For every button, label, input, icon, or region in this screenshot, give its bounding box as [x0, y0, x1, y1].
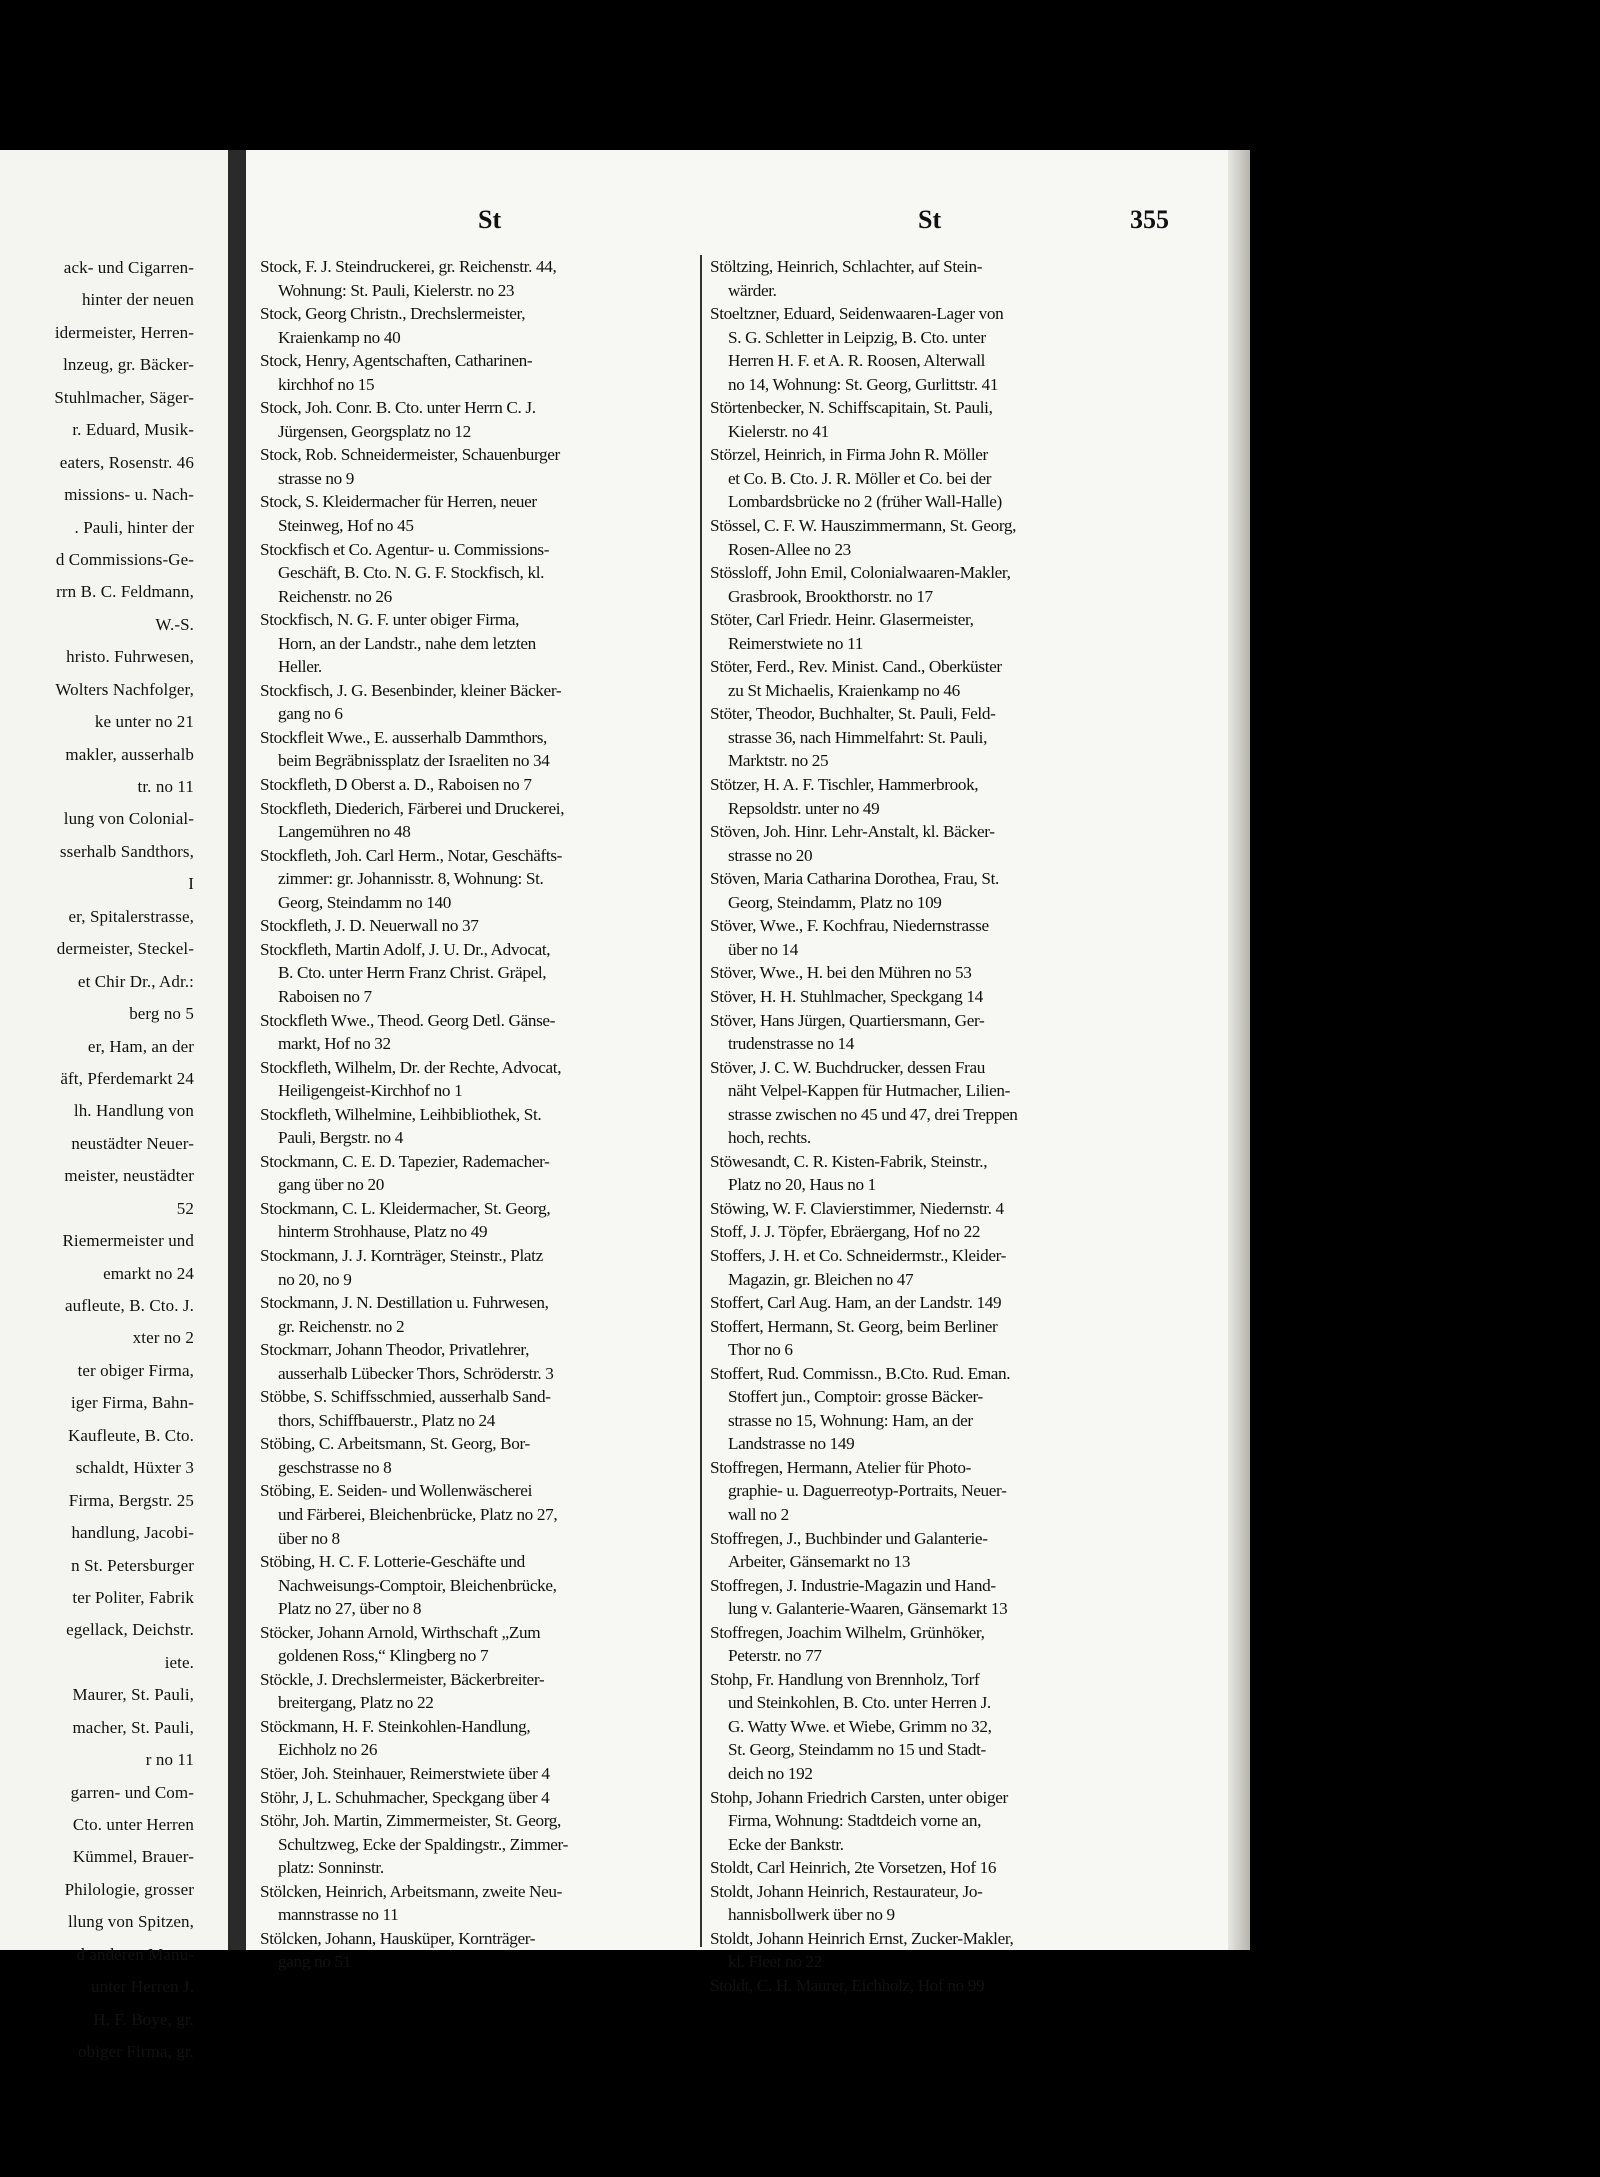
directory-entry-line: Stoffers, J. H. et Co. Schneidermstr., Kleider- [710, 1245, 1007, 1265]
left-page-line: Firma, Bergstr. 25 [68, 1490, 194, 1510]
left-page-line: schaldt, Hüxter 3 [75, 1458, 194, 1478]
directory-entry-line: Stölcken, Heinrich, Arbeitsmann, zweite Neu- [260, 1881, 562, 1901]
left-page-line: n St. Petersburger [71, 1555, 194, 1575]
left-page-line: iete. [164, 1652, 194, 1672]
directory-entry-line: Stoldt, C. H. Maurer, Eichholz, Hof no 99 [710, 1975, 985, 1995]
directory-entry-line: Stockfisch et Co. Agentur- u. Commissions- [260, 539, 550, 559]
left-page-line: Stuhlmacher, Säger- [54, 387, 194, 407]
directory-entry-line: Stoffregen, J., Buchbinder und Galanterie- [710, 1528, 988, 1548]
entry-continuation-line: wall no 2 [728, 1504, 789, 1524]
directory-entry-line: Stöltzing, Heinrich, Schlachter, auf Stein- [710, 257, 983, 276]
directory-entry-line: Stöter, Ferd., Rev. Minist. Cand., Oberküster [710, 657, 1002, 677]
directory-entry-line: Stöbing, H. C. F. Lotterie-Geschäfte und [260, 1552, 525, 1572]
entry-continuation-line: S. G. Schletter in Leipzig, B. Cto. unter [728, 327, 986, 347]
left-page-line: lnzeug, gr. Bäcker- [63, 355, 194, 375]
entry-continuation-line: Repsoldstr. unter no 49 [728, 798, 880, 818]
entry-continuation-line: Schultzweg, Ecke der Spaldingstr., Zimmer- [278, 1834, 568, 1854]
left-page-line: handlung, Jacobi- [71, 1523, 194, 1543]
entry-continuation-line: geschstrasse no 8 [278, 1457, 392, 1477]
directory-entry-line: Stock, Joh. Conr. B. Cto. unter Herrn C. J. [260, 398, 536, 418]
directory-entry-line: Stöhr, Joh. Martin, Zimmermeister, St. Georg, [260, 1811, 561, 1831]
directory-entry-line: Stöcker, Johann Arnold, Wirthschaft „Zum [260, 1622, 541, 1642]
entry-continuation-line: Kielerstr. no 41 [728, 421, 829, 441]
left-page-line: Kümmel, Brauer- [72, 1847, 194, 1867]
directory-entry-line: Stoffert, Carl Aug. Ham, an der Landstr. 149 [710, 1293, 1002, 1313]
left-page-line: llung von Spitzen, [68, 1912, 194, 1932]
directory-entry-line: Stöver, J. C. W. Buchdrucker, dessen Frau [710, 1057, 985, 1077]
entry-continuation-line: strasse no 15, Wohnung: Ham, an der [728, 1410, 973, 1430]
entry-continuation-line: gang no 6 [278, 704, 343, 724]
entry-continuation-line: no 20, no 9 [278, 1269, 352, 1289]
directory-entry-line: Stoldt, Carl Heinrich, 2te Vorsetzen, Hof 16 [710, 1858, 997, 1878]
entry-continuation-line: breitergang, Platz no 22 [278, 1693, 434, 1713]
left-page-line: garren- und Com- [70, 1782, 194, 1802]
entry-continuation-line: zu St Michaelis, Kraienkamp no 46 [728, 680, 960, 700]
left-page-line: ter Politer, Fabrik [72, 1587, 194, 1607]
left-page-line: r. Eduard, Musik- [72, 420, 194, 440]
left-page-fragment [0, 150, 231, 2062]
entry-continuation-line: Stoffert jun., Comptoir: grosse Bäcker- [728, 1387, 983, 1407]
directory-entry-line: Stoffregen, Joachim Wilhelm, Grünhöker, [710, 1622, 985, 1642]
left-page-line: dermeister, Steckel- [56, 939, 194, 959]
entry-continuation-line: wärder. [728, 280, 777, 300]
entry-continuation-line: kl. Fleet no 22 [728, 1952, 823, 1972]
left-page-line: W.-S. [155, 614, 194, 634]
entry-continuation-line: gr. Reichenstr. no 2 [278, 1316, 405, 1336]
directory-entry-line: Stock, F. J. Steindruckerei, gr. Reichenstr. 44, [260, 257, 557, 276]
entry-continuation-line: Magazin, gr. Bleichen no 47 [728, 1269, 914, 1289]
left-page-line: iger Firma, Bahn- [70, 1393, 194, 1413]
left-page-line: er, Spitalerstrasse, [68, 906, 194, 926]
left-page-text [0, 252, 194, 2069]
left-page-line: H. F. Boye, gr. [93, 2009, 194, 2029]
left-page-line: Cto. unter Herren [72, 1815, 194, 1834]
left-page-line: unter Herren J. [91, 1977, 194, 1997]
directory-entry-line: Stoffert, Rud. Commissn., B.Cto. Rud. Eman. [710, 1363, 1011, 1383]
entry-continuation-line: goldenen Ross,“ Klingberg no 7 [278, 1646, 489, 1666]
left-page-line: d anderen Manu- [76, 1944, 194, 1964]
entry-continuation-line: Landstrasse no 149 [728, 1434, 855, 1454]
entry-continuation-line: Nachweisungs-Comptoir, Bleichenbrücke, [278, 1575, 557, 1595]
left-page-line: obiger Firma, gr. [78, 2042, 194, 2062]
directory-entry-line: Stöbing, C. Arbeitsmann, St. Georg, Bor- [260, 1434, 530, 1454]
directory-entry-line: Stockfisch, N. G. F. unter obiger Firma, [260, 610, 520, 630]
left-page-line: rrn B. C. Feldmann, [56, 582, 194, 602]
directory-entry-line: Stössloff, John Emil, Colonialwaaren-Makler, [710, 563, 1011, 583]
directory-entry-line: Störzel, Heinrich, in Firma John R. Möller [710, 445, 988, 465]
book-gutter [228, 150, 246, 1950]
directory-entry-line: Stöwesandt, C. R. Kisten-Fabrik, Steinstr., [710, 1151, 988, 1171]
entry-continuation-line: Wohnung: St. Pauli, Kielerstr. no 23 [278, 280, 515, 300]
left-page-line: tr. no 11 [137, 777, 194, 796]
directory-entry-line: Stockfleit Wwe., E. ausserhalb Dammthors, [260, 727, 548, 747]
directory-entry-line: Stockfleth, Diederich, Färberei und Druckerei, [260, 798, 565, 818]
entry-continuation-line: Grasbrook, Brookthorstr. no 17 [728, 586, 933, 606]
directory-entry-line: Störtenbecker, N. Schiffscapitain, St. Pauli, [710, 398, 993, 418]
entry-continuation-line: Arbeiter, Gänsemarkt no 13 [728, 1552, 911, 1572]
entry-continuation-line: markt, Hof no 32 [278, 1034, 391, 1054]
directory-entry-line: Stockfleth, Martin Adolf, J. U. Dr., Advocat, [260, 939, 551, 959]
column-divider [700, 255, 702, 1947]
entry-continuation-line: und Färberei, Bleichenbrücke, Platz no 27, [278, 1504, 558, 1524]
left-page-line: Philologie, grosser [64, 1879, 194, 1899]
entry-continuation-line: Heller. [278, 657, 322, 677]
directory-entry-line: Stockfleth, Joh. Carl Herm., Notar, Geschäfts- [260, 845, 563, 865]
entry-continuation-line: G. Watty Wwe. et Wiebe, Grimm no 32, [728, 1716, 992, 1736]
directory-entry-line: Stoffregen, J. Industrie-Magazin und Hand- [710, 1575, 996, 1595]
directory-entry-line: Stöver, Wwe., H. bei den Mühren no 53 [710, 963, 972, 983]
directory-entry-line: Stoff, J. J. Töpfer, Ebräergang, Hof no 22 [710, 1222, 981, 1242]
entry-continuation-line: strasse zwischen no 45 und 47, drei Treppen [728, 1104, 1018, 1124]
entry-continuation-line: Reimerstwiete no 11 [728, 633, 863, 653]
entry-continuation-line: gang über no 20 [278, 1175, 384, 1195]
left-page-line: lh. Handlung von [73, 1101, 194, 1121]
left-page-line: lung von Colonial- [63, 809, 194, 829]
left-page-line: Riemermeister und [62, 1231, 194, 1251]
left-page-line: Maurer, St. Pauli, [72, 1685, 194, 1705]
entry-continuation-line: St. Georg, Steindamm no 15 und Stadt- [728, 1740, 986, 1760]
directory-entry-line: Stockfleth, Wilhelm, Dr. der Rechte, Advocat, [260, 1057, 562, 1077]
left-page-line: r no 11 [145, 1750, 194, 1770]
directory-entry-line: Stöckmann, H. F. Steinkohlen-Handlung, [260, 1716, 531, 1736]
entry-continuation-line: Reichenstr. no 26 [278, 586, 392, 606]
entry-continuation-line: näht Velpel-Kappen für Hutmacher, Lilien- [728, 1081, 1010, 1101]
directory-entry-line: Stockfleth Wwe., Theod. Georg Detl. Gänse- [260, 1010, 556, 1030]
directory-entry-line: Stoeltzner, Eduard, Seidenwaaren-Lager von [710, 304, 1004, 324]
entry-continuation-line: Jürgensen, Georgsplatz no 12 [278, 421, 471, 441]
directory-entry-line: Stockmarr, Johann Theodor, Privatlehrer, [260, 1340, 530, 1360]
entry-continuation-line: Pauli, Bergstr. no 4 [278, 1128, 403, 1148]
entry-continuation-line: no 14, Wohnung: St. Georg, Gurlittstr. 41 [728, 374, 999, 394]
entry-continuation-line: Marktstr. no 25 [728, 751, 829, 771]
entry-continuation-line: und Steinkohlen, B. Cto. unter Herren J. [728, 1693, 991, 1713]
directory-entry-line: Stölcken, Johann, Hausküper, Kornträger- [260, 1928, 536, 1948]
directory-entry-line: Stöter, Theodor, Buchhalter, St. Pauli, Feld- [710, 704, 996, 724]
directory-entry-line: Stöwing, W. F. Clavierstimmer, Niedernstr. 4 [710, 1198, 1004, 1218]
left-page-line: ter obiger Firma, [77, 1360, 194, 1380]
entry-continuation-line: strasse no 20 [728, 845, 813, 865]
left-page-line: missions- u. Nach- [64, 485, 194, 505]
entry-continuation-line: gang no 51 [278, 1952, 351, 1972]
left-page-line: et Chir Dr., Adr.: [77, 971, 194, 991]
directory-entry-line: Stöhr, J, L. Schuhmacher, Speckgang über 4 [260, 1787, 550, 1807]
entry-continuation-line: Platz no 27, über no 8 [278, 1599, 422, 1619]
left-page-line: ack- und Cigarren- [63, 258, 194, 277]
directory-entry-line: Stock, S. Kleidermacher für Herren, neuer [260, 492, 537, 512]
entry-continuation-line: Heiligengeist-Kirchhof no 1 [278, 1081, 463, 1101]
entry-continuation-line: hoch, rechts. [728, 1128, 811, 1148]
directory-entry-line: Stock, Henry, Agentschaften, Catharinen- [260, 351, 533, 371]
left-page-line: eaters, Rosenstr. 46 [59, 452, 194, 472]
entry-continuation-line: platz: Sonninstr. [278, 1858, 384, 1878]
column-header-right: St [918, 205, 942, 234]
entry-continuation-line: ausserhalb Lübecker Thors, Schröderstr. 3 [278, 1363, 554, 1383]
page-number: 355 [1130, 205, 1169, 234]
left-page-line: Kaufleute, B. Cto. [68, 1425, 194, 1445]
entry-continuation-line: Georg, Steindamm no 140 [278, 892, 452, 912]
left-page-line: macher, St. Pauli, [72, 1717, 194, 1737]
entry-continuation-line: thors, Schiffbauerstr., Platz no 24 [278, 1410, 496, 1430]
directory-entry-line: Stock, Rob. Schneidermeister, Schauenburger [260, 445, 560, 465]
directory-entry-line: Stöver, Wwe., F. Kochfrau, Niedernstrasse [710, 916, 989, 936]
left-page-line: idermeister, Herren- [54, 322, 194, 342]
entry-continuation-line: Geschäft, B. Cto. N. G. F. Stockfisch, kl. [278, 563, 545, 583]
directory-entry-line: Stöbing, E. Seiden- und Wollenwäscherei [260, 1481, 533, 1501]
left-page-line: d Commissions-Ge- [55, 549, 194, 569]
entry-continuation-line: Eichholz no 26 [278, 1740, 378, 1760]
directory-entry-line: Stohp, Fr. Handlung von Brennholz, Torf [710, 1669, 980, 1689]
directory-entry-line: Stockmann, C. E. D. Tapezier, Rademacher- [260, 1151, 550, 1171]
left-page-line: hinter der neuen [81, 290, 194, 310]
directory-entry-line: Stockfisch, J. G. Besenbinder, kleiner Bäcker- [260, 680, 562, 700]
directory-entry-line: Stockfleth, Wilhelmine, Leihbibliothek, St. [260, 1104, 542, 1124]
entry-continuation-line: deich no 192 [728, 1764, 813, 1783]
left-page-line: äft, Pferdemarkt 24 [60, 1068, 194, 1088]
directory-entry-line: Stock, Georg Christn., Drechslermeister, [260, 304, 526, 324]
entry-continuation-line: Firma, Wohnung: Stadtdeich vorne an, [728, 1811, 982, 1831]
directory-entry-line: Stockmann, J. N. Destillation u. Fuhrwesen, [260, 1293, 549, 1313]
left-page-line: xter no 2 [132, 1328, 194, 1348]
directory-column-right [710, 255, 1148, 1997]
left-page-line: ke unter no 21 [94, 712, 194, 732]
left-page-line: makler, ausserhalb [65, 744, 194, 764]
directory-entry-line: Stöckle, J. Drechslermeister, Bäckerbreiter- [260, 1669, 545, 1689]
left-page-line: I [188, 874, 194, 894]
left-page-line: neustädter Neuer- [71, 1133, 194, 1153]
left-page-line: hristo. Fuhrwesen, [66, 647, 194, 667]
left-page-line: . Pauli, hinter der [74, 517, 194, 537]
directory-entry-line: Stöver, Hans Jürgen, Quartiersmann, Ger- [710, 1010, 985, 1030]
directory-entry-line: Stössel, C. F. W. Hauszimmermann, St. Georg, [710, 516, 1017, 536]
entry-continuation-line: B. Cto. unter Herrn Franz Christ. Gräpel, [278, 963, 547, 983]
column-header-left: St [478, 205, 502, 234]
directory-entry-line: Stöbbe, S. Schiffsschmied, ausserhalb Sand- [260, 1387, 551, 1407]
directory-entry-line: Stoffert, Hermann, St. Georg, beim Berliner [710, 1316, 998, 1336]
page-edge [1228, 150, 1250, 1950]
directory-entry-line: Stockmann, C. L. Kleidermacher, St. Georg, [260, 1198, 551, 1218]
directory-entry-line: Stoldt, Johann Heinrich, Restaurateur, Jo- [710, 1881, 983, 1901]
directory-entry-line: Stockfleth, D Oberst a. D., Raboisen no 7 [260, 775, 532, 795]
directory-entry-line: Stockfleth, J. D. Neuerwall no 37 [260, 916, 479, 936]
entry-continuation-line: graphie- u. Daguerreotyp-Portraits, Neuer- [728, 1481, 1007, 1501]
directory-entry-line: Stoffregen, Hermann, Atelier für Photo- [710, 1457, 971, 1477]
entry-continuation-line: et Co. B. Cto. J. R. Möller et Co. bei der [728, 468, 992, 488]
entry-continuation-line: über no 14 [728, 939, 799, 959]
entry-continuation-line: strasse 36, nach Himmelfahrt: St. Pauli, [728, 727, 988, 747]
entry-continuation-line: kirchhof no 15 [278, 374, 375, 394]
entry-continuation-line: Georg, Steindamm, Platz no 109 [728, 892, 942, 912]
entry-continuation-line: lung v. Galanterie-Waaren, Gänsemarkt 13 [728, 1599, 1008, 1619]
left-page-line: 52 [176, 1198, 194, 1218]
entry-continuation-line: Thor no 6 [728, 1340, 793, 1360]
directory-entry-line: Stöer, Joh. Steinhauer, Reimerstwiete über 4 [260, 1764, 550, 1783]
entry-continuation-line: hinterm Strohhause, Platz no 49 [278, 1222, 488, 1242]
left-page-line: Wolters Nachfolger, [55, 679, 194, 699]
entry-continuation-line: hannisbollwerk über no 9 [728, 1905, 895, 1925]
entry-continuation-line: Herren H. F. et A. R. Roosen, Alterwall [728, 351, 986, 371]
directory-entry-line: Stohp, Johann Friedrich Carsten, unter obiger [710, 1787, 1008, 1807]
directory-entry-line: Stoldt, Johann Heinrich Ernst, Zucker-Makler, [710, 1928, 1014, 1948]
entry-continuation-line: Peterstr. no 77 [728, 1646, 822, 1666]
entry-continuation-line: mannstrasse no 11 [278, 1905, 399, 1925]
directory-column-left [260, 255, 698, 1974]
left-page-line: sserhalb Sandthors, [59, 841, 194, 861]
left-page-line: emarkt no 24 [103, 1263, 194, 1283]
entry-continuation-line: Platz no 20, Haus no 1 [728, 1175, 876, 1195]
entry-continuation-line: Steinweg, Hof no 45 [278, 516, 414, 536]
directory-entry-line: Stöven, Maria Catharina Dorothea, Frau, St. [710, 869, 1000, 889]
directory-entry-line: Stöven, Joh. Hinr. Lehr-Anstalt, kl. Bäcker- [710, 822, 995, 842]
left-page-line: berg no 5 [129, 1004, 194, 1024]
entry-continuation-line: Ecke der Bankstr. [728, 1834, 844, 1854]
directory-entry-line: Stockmann, J. J. Kornträger, Steinstr., Platz [260, 1245, 543, 1265]
entry-continuation-line: Kraienkamp no 40 [278, 327, 401, 347]
entry-continuation-line: beim Begräbnissplatz der Israeliten no 34 [278, 751, 550, 771]
entry-continuation-line: Langemühren no 48 [278, 822, 411, 842]
entry-continuation-line: Rosen-Allee no 23 [728, 539, 851, 559]
entry-continuation-line: Raboisen no 7 [278, 986, 372, 1006]
directory-entry-line: Stöter, Carl Friedr. Heinr. Glasermeister, [710, 610, 974, 630]
entry-continuation-line: über no 8 [278, 1528, 340, 1548]
directory-entry-line: Stöver, H. H. Stuhlmacher, Speckgang 14 [710, 986, 983, 1006]
left-page-line: aufleute, B. Cto. J. [64, 1296, 194, 1315]
entry-continuation-line: Horn, an der Landstr., nahe dem letzten [278, 633, 536, 653]
directory-entry-line: Stötzer, H. A. F. Tischler, Hammerbrook, [710, 775, 979, 795]
entry-continuation-line: Lombardsbrücke no 2 (früher Wall-Halle) [728, 492, 1002, 512]
entry-continuation-line: trudenstrasse no 14 [728, 1034, 855, 1054]
left-page-line: egellack, Deichstr. [66, 1620, 194, 1640]
left-page-line: er, Ham, an der [87, 1036, 194, 1056]
entry-continuation-line: zimmer: gr. Johannisstr. 8, Wohnung: St. [278, 869, 544, 889]
entry-continuation-line: strasse no 9 [278, 468, 354, 488]
left-page-line: meister, neustädter [64, 1166, 194, 1186]
